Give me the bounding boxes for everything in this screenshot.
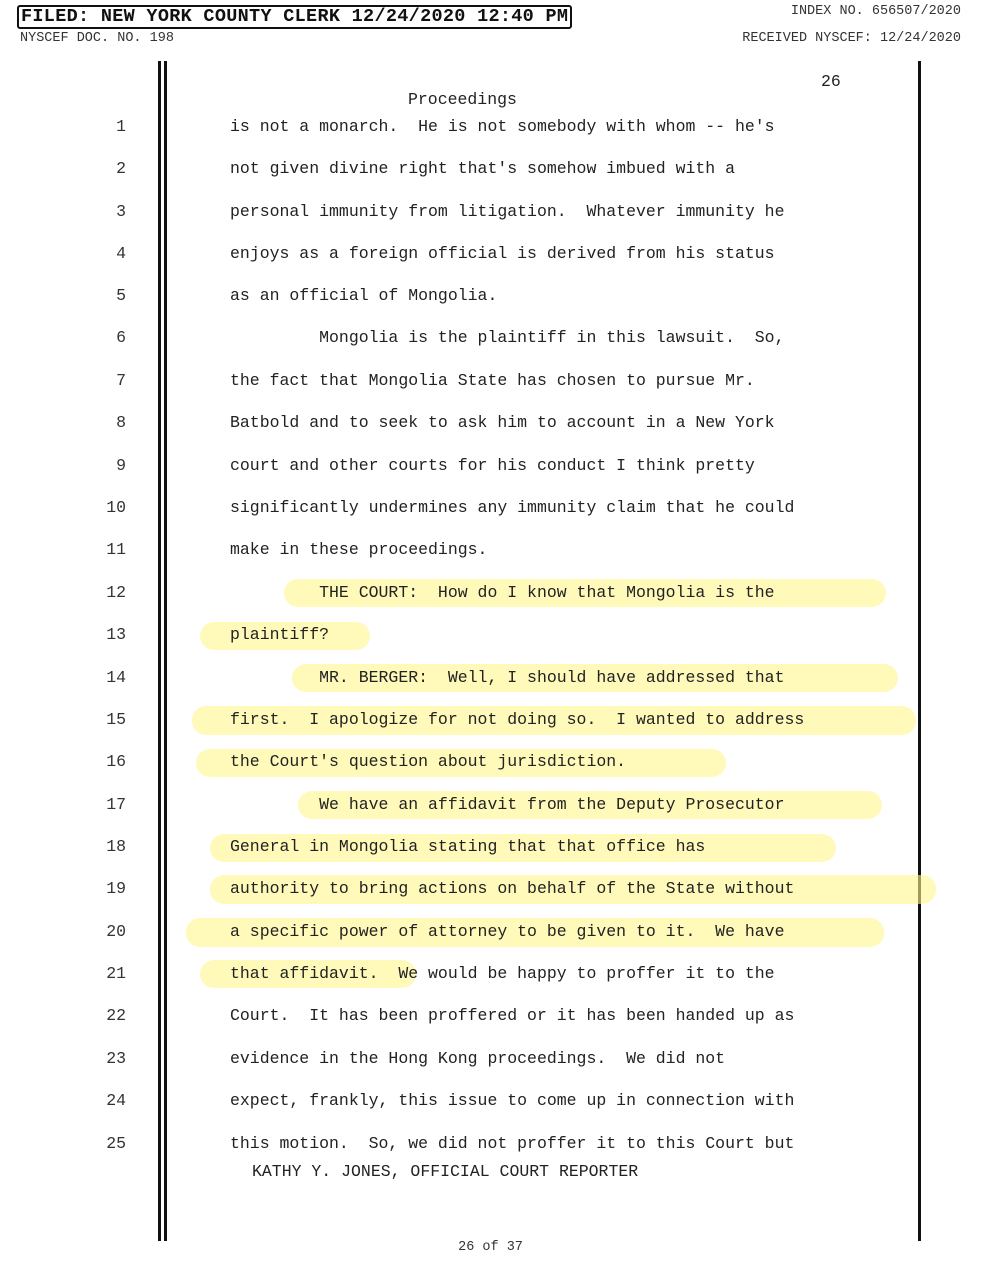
transcript-line: enjoys as a foreign official is derived from his status — [230, 244, 775, 263]
transcript-line: significantly undermines any immunity claim that he could — [230, 498, 795, 517]
line-number: 23 — [106, 1049, 126, 1068]
line-number: 15 — [106, 710, 126, 729]
transcript-line: that affidavit. We would be happy to proffer it to the — [230, 964, 775, 983]
line-number: 11 — [106, 540, 126, 559]
transcript-line: Court. It has been proffered or it has been handed up as — [230, 1006, 795, 1025]
page-number: 26 — [821, 72, 841, 91]
index-number: INDEX NO. 656507/2020 — [790, 4, 961, 19]
transcript-line: MR. BERGER: Well, I should have addressed that — [230, 668, 785, 687]
line-number: 22 — [106, 1006, 126, 1025]
line-number: 12 — [106, 583, 126, 602]
doc-number: NYSCEF DOC. NO. 198 — [20, 31, 174, 46]
transcript-line: make in these proceedings. — [230, 540, 488, 559]
line-number: 25 — [106, 1134, 126, 1153]
line-number: 19 — [106, 879, 126, 898]
line-number: 14 — [106, 668, 126, 687]
transcript-line: the Court's question about jurisdiction. — [230, 752, 627, 771]
line-number: 1 — [116, 117, 126, 136]
transcript-line: personal immunity from litigation. Whatever immunity he — [230, 202, 785, 221]
transcript-line: is not a monarch. He is not somebody with whom -- he's — [230, 117, 775, 136]
transcript-line: General in Mongolia stating that that office has — [230, 837, 706, 856]
line-number: 2 — [116, 159, 126, 178]
transcript-line: as an official of Mongolia. — [230, 286, 498, 305]
transcript-line: a specific power of attorney to be given to it. We have — [230, 922, 785, 941]
page-caption: Proceedings — [408, 90, 517, 109]
line-number: 3 — [116, 202, 126, 221]
transcript-line: court and other courts for his conduct I think pretty — [230, 456, 755, 475]
received-date: RECEIVED NYSCEF: 12/24/2020 — [742, 31, 961, 46]
line-number: 18 — [106, 837, 126, 856]
line-number: 6 — [116, 328, 126, 347]
transcript-line: first. I apologize for not doing so. I wanted to address — [230, 710, 805, 729]
line-number: 8 — [116, 413, 126, 432]
line-number: 4 — [116, 244, 126, 263]
transcript-line: THE COURT: How do I know that Mongolia is the — [230, 583, 775, 602]
transcript-line: the fact that Mongolia State has chosen to pursue Mr. — [230, 371, 755, 390]
line-number: 7 — [116, 371, 126, 390]
line-number: 20 — [106, 922, 126, 941]
right-margin-rule — [918, 61, 921, 1241]
transcript-line: this motion. So, we did not proffer it to this Court but — [230, 1134, 795, 1153]
line-number: 10 — [106, 498, 126, 517]
page-footer: 26 of 37 — [458, 1240, 523, 1255]
transcript-line: authority to bring actions on behalf of the State without — [230, 879, 795, 898]
transcript-line: evidence in the Hong Kong proceedings. We did not — [230, 1049, 726, 1068]
line-number: 17 — [106, 795, 126, 814]
line-number: 5 — [116, 286, 126, 305]
line-number: 16 — [106, 752, 126, 771]
line-number: 9 — [116, 456, 126, 475]
line-number: 13 — [106, 625, 126, 644]
transcript-line: Batbold and to seek to ask him to account in a New York — [230, 413, 775, 432]
filed-stamp: FILED: NEW YORK COUNTY CLERK 12/24/2020 12:40 PM — [17, 5, 572, 29]
left-margin-rule-outer — [158, 61, 161, 1241]
line-number: 24 — [106, 1091, 126, 1110]
line-number: 21 — [106, 964, 126, 983]
transcript-line: expect, frankly, this issue to come up in connection with — [230, 1091, 795, 1110]
transcript-line: We have an affidavit from the Deputy Prosecutor — [230, 795, 785, 814]
court-reporter: KATHY Y. JONES, OFFICIAL COURT REPORTER — [252, 1162, 639, 1181]
transcript-line: Mongolia is the plaintiff in this lawsuit. So, — [230, 328, 785, 347]
transcript-line: plaintiff? — [230, 625, 330, 644]
transcript-line: not given divine right that's somehow imbued with a — [230, 159, 735, 178]
left-margin-rule-inner — [164, 61, 167, 1241]
